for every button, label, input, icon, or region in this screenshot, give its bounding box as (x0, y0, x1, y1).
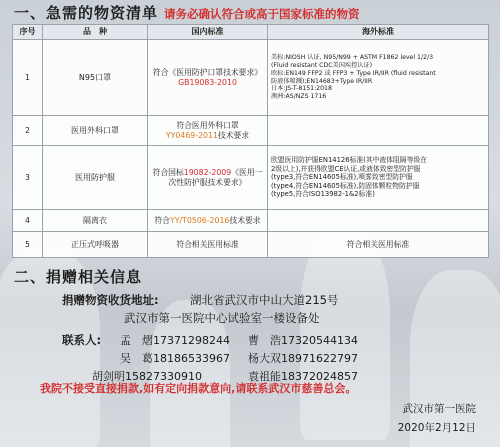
row-no: 5 (13, 232, 43, 258)
row-foreign: 符合相关医用标准 (268, 232, 489, 258)
domestic-text: 《医用一次性防护服技术要求》 (168, 167, 263, 187)
table-header-row (13, 25, 489, 40)
foreign-line: 澳洲:AS/NZS 1716 (271, 93, 327, 100)
domestic-text: 技术要求 (217, 130, 250, 140)
table-row (13, 146, 489, 210)
row-foreign (268, 116, 489, 146)
domestic-standard-code: YY/T0506-2016 (169, 215, 230, 225)
domestic-text: 符合 (154, 215, 170, 225)
row-domestic (148, 116, 268, 146)
foreign-line: (type5,符合ISO13982-1&2标准) (271, 190, 375, 199)
row-name: 隔离衣 (43, 210, 148, 232)
row-name: 医用外科口罩 (43, 116, 148, 146)
signature: 武汉市第一医院 (402, 403, 476, 415)
header-name: 品 种 (43, 25, 148, 40)
contact-item: 杨大双18971622797 (248, 352, 358, 365)
domestic-text: 符合医用外科口罩 (176, 120, 239, 130)
contact-item: 吴 葛18186533967 (120, 352, 230, 365)
row-name: 正压式呼吸器 (43, 232, 148, 258)
domestic-standard-code: 19082-2009 (183, 167, 232, 177)
address-label: 捐赠物资收货地址: (62, 293, 159, 307)
row-domestic (148, 146, 268, 210)
section1-heading (14, 2, 360, 23)
row-foreign (268, 210, 489, 232)
header-domestic: 国内标准 (148, 25, 268, 40)
contact-item: 袁祖能18372024857 (248, 370, 358, 383)
row-name: 医用防护服 (43, 146, 148, 210)
row-no: 1 (13, 40, 43, 116)
domestic-standard-code: GB19083-2010 (178, 77, 237, 87)
table-row (13, 210, 489, 232)
foreign-line: (Fluid resistant CDC美国疾控认证) (271, 62, 373, 69)
row-domestic (148, 210, 268, 232)
foreign-line: 欧盟医用防护服EN14126标准(其中液体阻隔等级在 (271, 156, 427, 165)
address-line-1: 湖北省武汉市中山大道215号 (190, 293, 339, 307)
row-no: 4 (13, 210, 43, 232)
address-line-2: 武汉市第一医院中心试验室一楼设备处 (124, 311, 320, 325)
row-name: N95口罩 (43, 40, 148, 116)
foreign-line: 防液体喷溅);EN14683+Type IR/IIR (271, 77, 373, 85)
foreign-line: 美标:NIOSH 认证, N95/N99 + ASTM F1862 level 1/2/3 (271, 54, 434, 62)
row-domestic: 符合相关医用标准 (148, 232, 268, 258)
foreign-line: 欧标:EN149 FFP2 或 FFP3 + Type IR/IIR (fluid resistant (271, 69, 436, 77)
contact-item: 孟 熠17371298244 (120, 334, 230, 347)
table-row (13, 116, 489, 146)
header-no: 序号 (13, 25, 43, 40)
section1-title: 一、急需的物资清单 (14, 4, 159, 22)
contacts-label: 联系人: (62, 333, 102, 347)
contact-item: 胡剑明15827330910 (92, 370, 202, 383)
date: 2020年2月12日 (397, 422, 476, 434)
supply-table (12, 24, 489, 258)
foreign-line: (type3,符合EN14605标准),喷雾致密型防护服 (271, 173, 413, 182)
domestic-text: 技术要求 (229, 215, 261, 225)
domestic-text: 符合《医用防护口罩技术要求》 (152, 67, 263, 77)
row-foreign (268, 146, 489, 210)
row-foreign (268, 40, 489, 116)
section2-title: 二、捐赠相关信息 (14, 268, 143, 286)
table-row (13, 232, 489, 258)
contact-item: 曹 浩17320544134 (248, 334, 358, 347)
table-row (13, 40, 489, 116)
header-foreign: 海外标准 (268, 25, 489, 40)
foreign-line: 2级以上),并获得欧盟CE认证,或液体致密型防护服 (271, 164, 421, 173)
foreign-line: (type4,符合EN14605标准),防固体颗粒物防护服 (271, 181, 420, 190)
row-domestic (148, 40, 268, 116)
section1-note: 请务必确认符合或高于国家标准的物资 (164, 7, 360, 21)
domestic-standard-code: YY0469-2011 (165, 130, 218, 140)
row-no: 3 (13, 146, 43, 210)
foreign-line: 日本:JS-T-8151:2018 (271, 85, 332, 93)
donation-warning: 我院不接受直接捐款,如有定向捐款意向,请联系武汉市慈善总会。 (40, 382, 357, 395)
row-no: 2 (13, 116, 43, 146)
domestic-text: 符合国标 (152, 167, 184, 177)
